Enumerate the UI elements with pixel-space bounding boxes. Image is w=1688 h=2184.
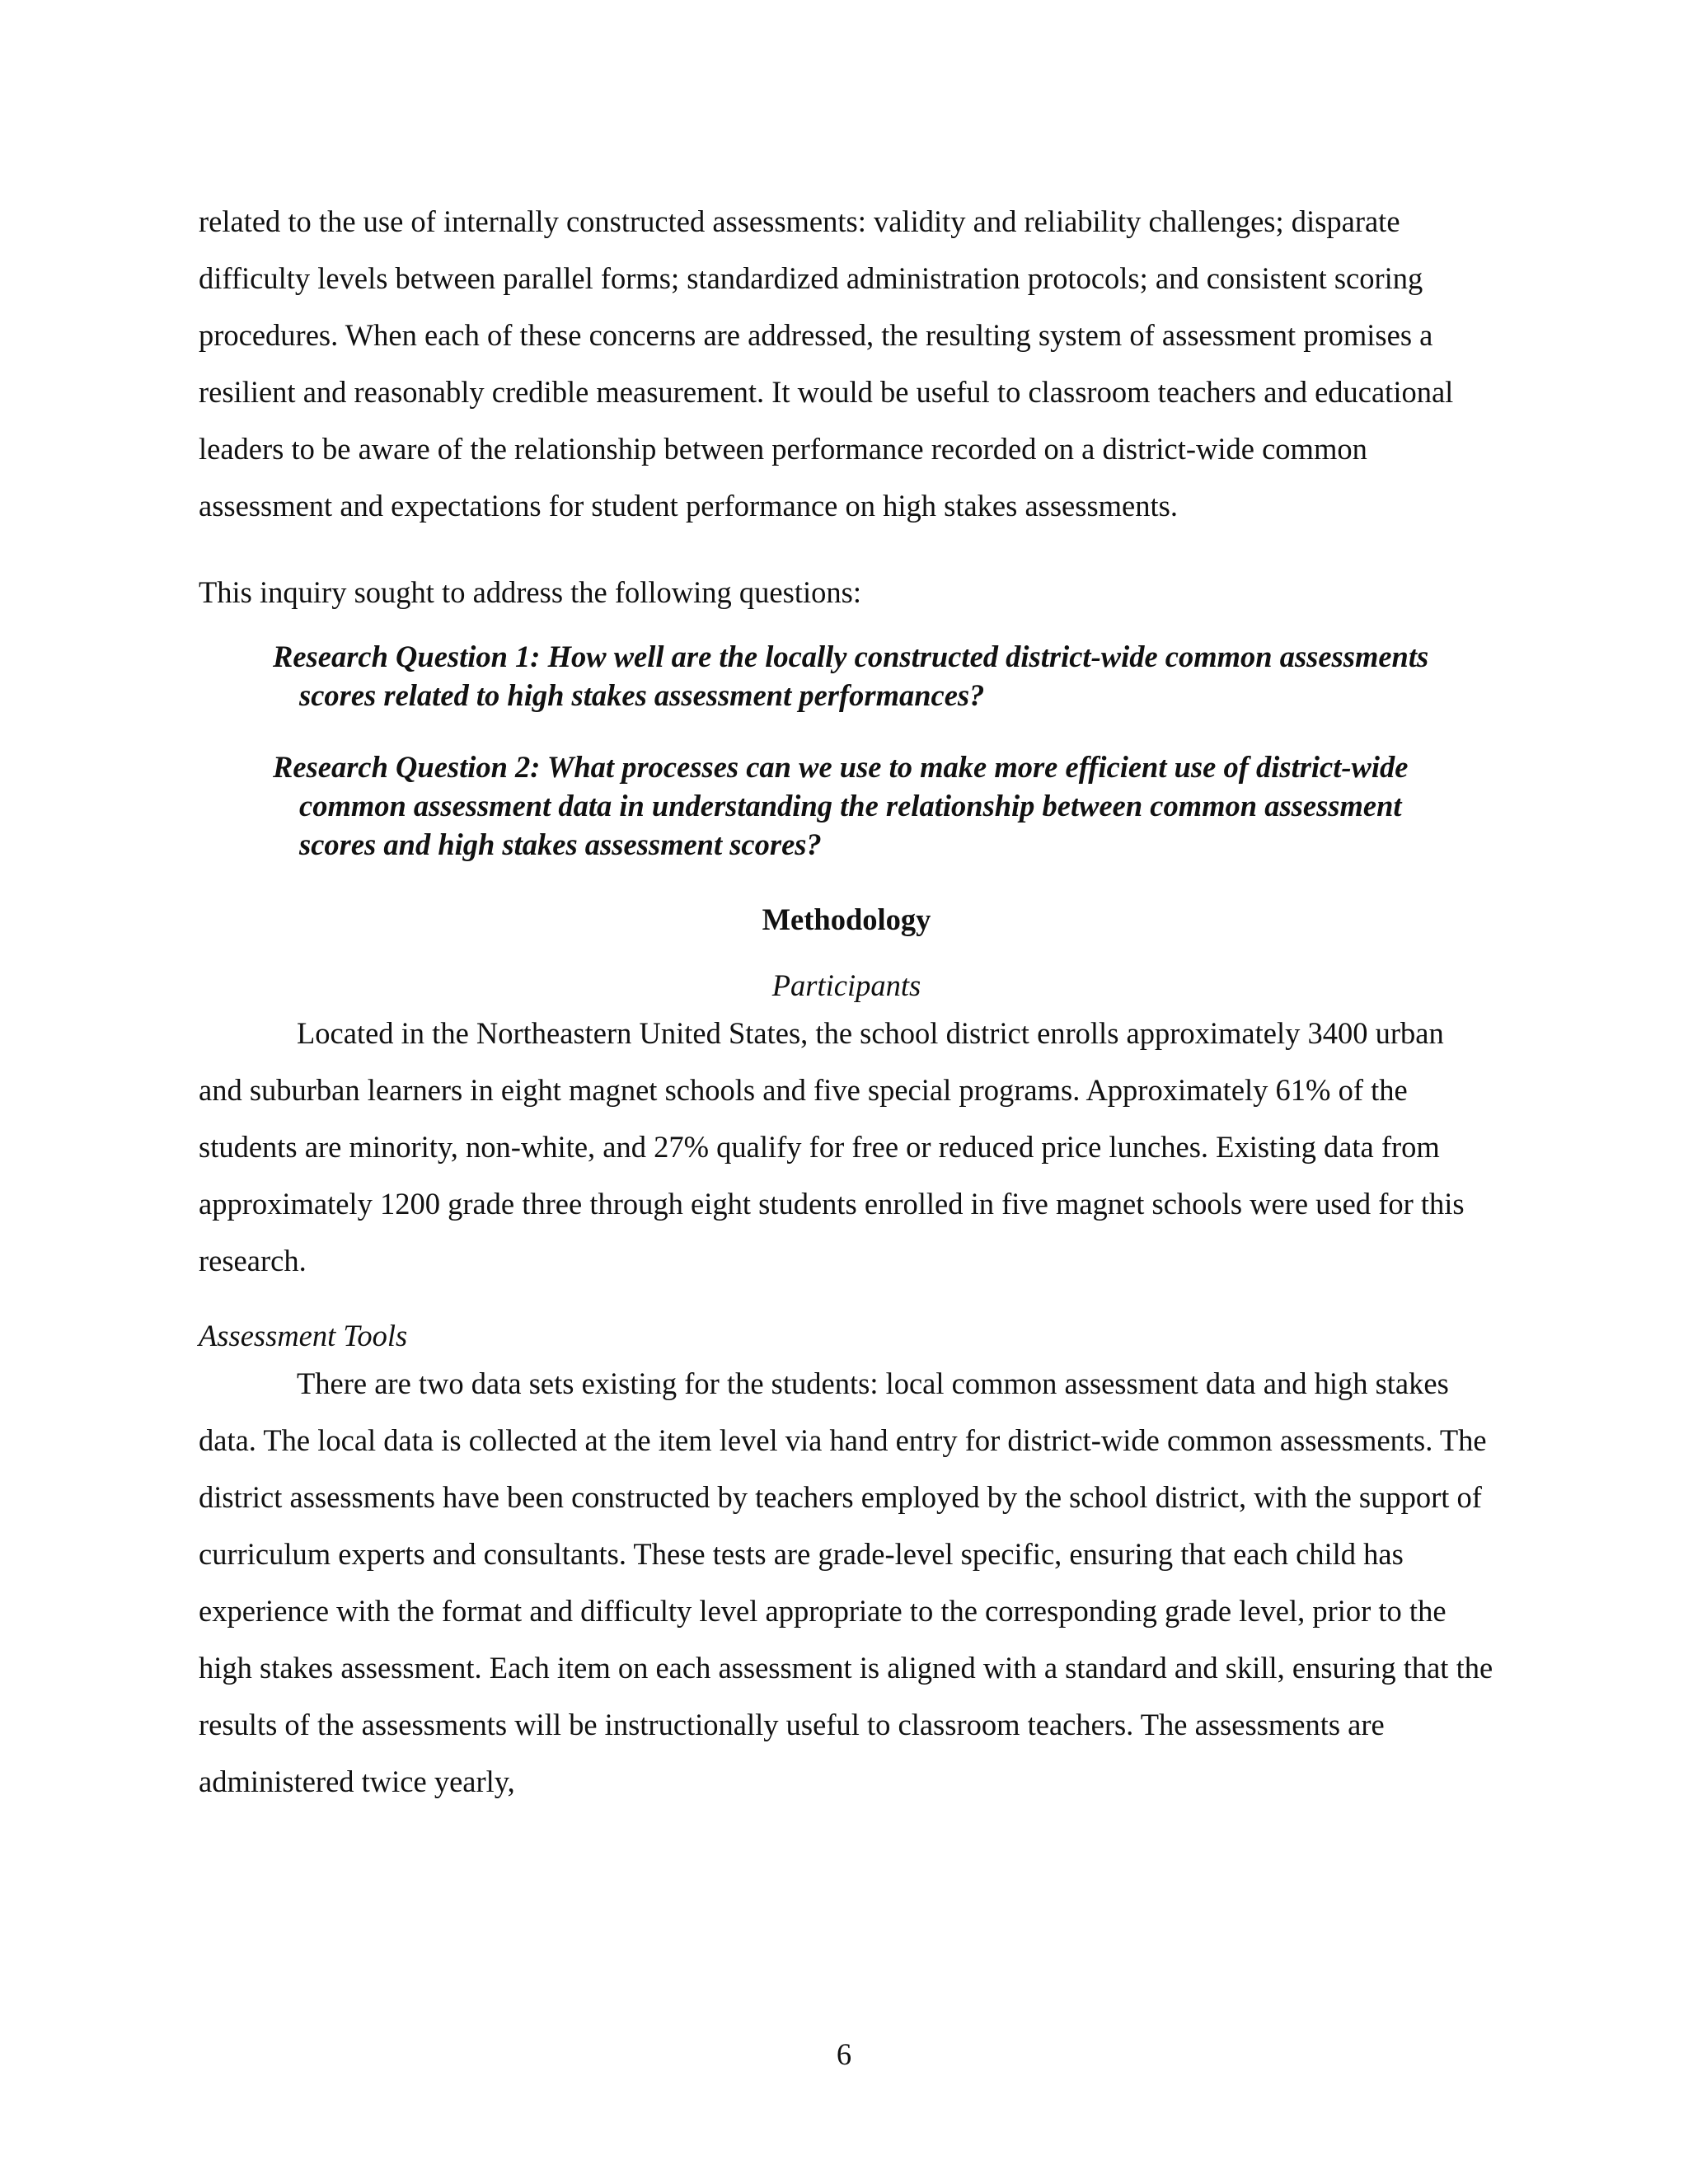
participants-paragraph: Located in the Northeastern United States, the school district enrolls approximately 3400 urban and suburban learners in eight magnet schools and five special programs. Approximately 61% of the students are minority, non-white, and 27% qualify for free or reduced price lunches. Existing data from approximately 1200 grade three through eight students enrolled in five magnet schools were used for this research.: [199, 1016, 1465, 1277]
page-body: [199, 193, 1494, 1810]
assessment-tools-paragraph: There are two data sets existing for the students: local common assessment data and high stakes data. The local data is collected at the item level via hand entry for district-wide common assessments. The district assessments have been constructed by teachers employed by the school district, with the support of curriculum experts and consultants. These tests are grade-level specific, ensuring that each child has experience with the format and difficulty level appropriate to the corresponding grade level, prior to the high stakes assessment. Each item on each assessment is aligned with a standard and skill, ensuring that the results of the assessments will be instructionally useful to classroom teachers. The assessments are administered twice yearly,: [199, 1366, 1493, 1798]
subheading-assessment-tools: Assessment Tools: [199, 1319, 408, 1352]
research-question-1: Research Question 1: How well are the locally constructed district-wide common assessments scores related to high stakes assessment performances?: [273, 640, 1429, 712]
page-number: 6: [836, 2037, 852, 2071]
section-heading-methodology: Methodology: [762, 902, 931, 936]
research-question-2: Research Question 2: What processes can we use to make more efficient use of district-wide common assessment data in understanding the relationship between common assessment scores and high stakes assessment scores?: [273, 750, 1409, 861]
intro-paragraph: related to the use of internally constructed assessments: validity and reliability challenges; disparate difficulty levels between parallel forms; standardized administration protocols; and consistent scoring procedures. When each of these concerns are addressed, the resulting system of assessment promises a resilient and reasonably credible measurement. It would be useful to classroom teachers and educational leaders to be aware of the relationship between performance recorded on a district-wide common assessment and expectations for student performance on high stakes assessments.: [199, 204, 1454, 523]
questions-lead-paragraph: This inquiry sought to address the following questions:: [199, 575, 861, 609]
subheading-participants: Participants: [771, 968, 921, 1002]
